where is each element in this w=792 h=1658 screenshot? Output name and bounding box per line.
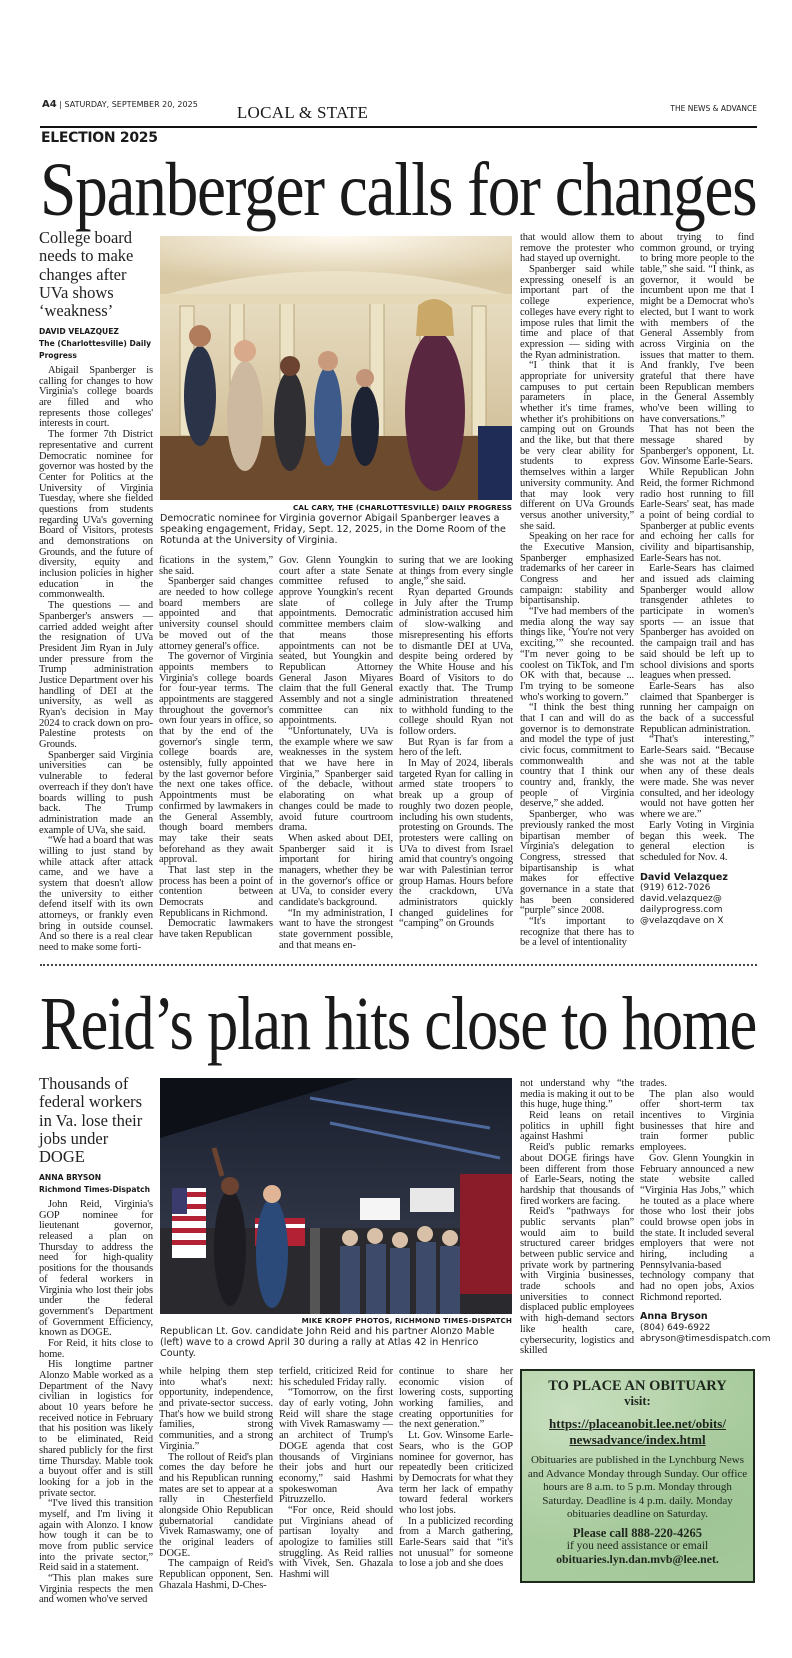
page-number: A4 <box>42 99 57 110</box>
article-column <box>39 1200 153 1606</box>
folio-separator: | <box>59 100 65 109</box>
article-paragraph: about trying to find common ground, or trying to bring more people to the table,” she said. “I think, as governor, it would be incumbent upon me that I might be a Democrat who's elected, but I want to work with members of the General Assembly from across Virginia on the issues that matter to them. And frankly, I've been grateful that there have been Republican members in the General Assembly who've been willing to have conversations.” <box>640 232 754 425</box>
article-paragraph: Lt. Gov. Winsome Earle-Sears, who is the GOP nominee for governor, has repeatedly been criticized by Democrats for what they term her lack of empathy toward federal workers who lost jobs. <box>399 1430 513 1516</box>
article-paragraph: “I think the best thing that I can and will do as governor is to demonstrate and model the type of just civic focus, commitment to commonwealth and country that I think our country and, frankly, the people of Virginia deserve,” she added. <box>520 702 634 810</box>
article-photo[interactable] <box>160 1078 512 1314</box>
signature-name: David Velazquez <box>640 871 728 883</box>
obituary-ad-body: Obituaries are published in the Lynchburg News and Advance Monday through Sunday. Our office hours are 8 a.m. to 5 p.m. Monday through Saturday. Deadline is 4 p.m. daily. Monday obituaries deadline on Saturday. <box>527 1454 748 1521</box>
section-kicker: ELECTION 2025 <box>41 130 158 146</box>
article-headline[interactable]: Spanberger calls for changes <box>40 148 757 232</box>
article-column <box>520 1079 634 1357</box>
article-paragraph: that would allow them to remove the protester who had stayed up overnight. <box>520 232 634 265</box>
signature-name: Anna Bryson <box>640 1311 708 1323</box>
article-paragraph: The governor of Virginia appoints members to Virginia's college boards for four-year terms. The appointments are staggered throughout the governor's own four years in office, so that by the end of the governor's single term, college boards are, ostensibly, fully appointed by the last governor before the next one takes office. Appointments must be confirmed by lawmakers in the General Assembly, though board members may take their seats beforehand as they await approval. <box>159 651 273 866</box>
article-paragraph: In a publicized recording from a March gathering, Earle-Sears said that “it's not unusual” for someone to lose a job and she does <box>399 1515 513 1570</box>
section-name: LOCAL & STATE <box>236 103 369 122</box>
article-paragraph: The questions — and Spanberger's answers — carried added weight after the resignation of UVa President Jim Ryan in July under pressure from the Trump administration Justice Department over his handling of DEI at the university, as well as Ryan's decision in May 2024 to crack down on pro-Palestine protests on Grounds. <box>39 600 153 751</box>
article-paragraph: Gov. Glenn Youngkin to court after a state Senate committee refused to approve Youngkin's recent slate of college appointments. Democratic committee members claim that means those appointments can not be seated, but Youngkin and Republican Attorney General Jason Miyares claim that the full General Assembly and not a single committee can nix appointments. <box>279 555 393 727</box>
author-signature <box>640 1311 770 1345</box>
article-paragraph: continue to share her economic vision of lowering costs, supporting working families, and creating opportunities for the next generation.” <box>399 1366 513 1431</box>
article-dek: Thousands of federal workers in Va. lose their jobs under DOGE <box>39 1074 143 1167</box>
photo-credit: MIKE KROPF PHOTOS, RICHMOND TIMES-DISPATCH <box>301 1316 512 1325</box>
photo-credit: CAL CARY, THE (CHARLOTTESVILLE) DAILY PROGRESS <box>293 503 512 512</box>
obituary-ad-email[interactable]: obituaries.lyn.dan.mvb@lee.net. <box>556 1551 719 1566</box>
article-paragraph: Speaking on her race for the Executive Mansion, Spanberger emphasized trademarks of her career in Congress and her campaign: stability and bipartisanship. <box>520 531 634 607</box>
article-dek: College board needs to make changes after UVa shows ‘weakness’ <box>39 228 134 321</box>
article-paragraph: Gov. Glenn Youngkin in February announced a new state website called “Virginia Has Jobs,” which he touted as a place where those who lost their jobs could browse open jobs in the state. It included several employers that were not hiring, including a Pennsylvania-based technology company that had no open jobs, Axios Richmond reported. <box>640 1152 754 1303</box>
photo-caption: Democratic nominee for Virginia governor Abigail Spanberger leaves a speaking engagement, Friday, Sept. 12, 2025, in the Dome Room of the Rotunda at the University of Virginia. <box>160 513 506 546</box>
article-paragraph: Spanberger said while expressing oneself is an important part of the college experience, colleges have every right to impose rules that limit the time and place of that expression — siding with the Ryan administration. <box>520 264 634 361</box>
signature-phone: (804) 649-6922 <box>640 1322 711 1333</box>
article-paragraph: suring that we are looking at things from every single angle,” she said. <box>399 555 513 588</box>
article-paragraph: “In my administration, I want to have the strongest state government possible, and that means en- <box>279 907 393 951</box>
article-paragraph: While Republican John Reid, the former Richmond radio host running to fill Earle-Sears' seat, has made a point of being cordial to Spanberger at public events and echoing her calls for civility and bipartisanship, Earle-Sears has not. <box>640 467 754 564</box>
article-column <box>640 1079 754 1303</box>
article-paragraph: “Tomorrow, on the first day of early voting, John Reid will share the stage with Vivek Ramaswamy — an architect of Trump's DOGE agenda that cost thousands of Virginians their jobs and hurt our economy,” said Hashmi spokeswoman Ava Pitruzzello. <box>279 1387 393 1506</box>
article-paragraph: Reid's “pathways for public servants plan” would aim to build structured career bridges between public service and private work by partnering with Virginia businesses, trade schools and universities to connect displaced public employees with high-demand sectors like health care, cybersecurity, logistics and skilled <box>520 1206 634 1357</box>
article-paragraph: “It's important to recognize that there has to be a level of intentionality <box>520 916 634 949</box>
article-paragraph: fications in the system,” she said. <box>159 555 273 577</box>
signature-email[interactable]: david.velazquez@ <box>640 893 722 904</box>
byline-organization: Richmond Times-Dispatch <box>39 1185 151 1194</box>
article-paragraph: while helping them step into what's next: opportunity, independence, and private-sector success. That's how we build strong families, strong communities, and a strong Virginia.” <box>159 1366 273 1452</box>
article-paragraph: The rollout of Reid's plan comes the day before he and his Republican running mates are set to appear at a rally in Chesterfield alongside Ohio Republican gubernatorial candidate Vivek Ramaswamy, one of the original leaders of DOGE. <box>159 1451 273 1559</box>
article-paragraph: When asked about DEI, Spanberger said it is important for hiring managers, whether they be in the governor's office or at UVa, to consider every candidate's background. <box>279 832 393 908</box>
article-paragraph: “Unfortunately, UVa is the example where we saw weaknesses in the system that we have here in Virginia,” Spanberger said of the debacle, without elaborating on what changes could be made to avoid future courtroom drama. <box>279 726 393 834</box>
article-headline[interactable]: Reid’s plan hits close to home <box>40 982 757 1066</box>
article-paragraph: But Ryan is far from a hero of the left. <box>399 736 513 759</box>
article-paragraph: Earle-Sears has also claimed that Spanberger is running her campaign on the back of a successful Republican administration. <box>640 680 754 735</box>
obituary-ad-phone: Please call 888-220-4265 <box>572 1525 703 1540</box>
article-paragraph: Ryan departed Grounds in July after the Trump administration accused him of slow-walking and misrepresenting his efforts to dismantle DEI at UVa, despite being ordered by the White House and his Board of Visitors to do exactly that. The Trump administration threatened to withhold funding to the college should Ryan not follow orders. <box>399 587 513 737</box>
obituary-url-line-2[interactable]: newsadvance/index.html <box>569 1432 706 1447</box>
article-column <box>399 1367 513 1570</box>
article-paragraph: Spanberger said Virginia universities can be vulnerable to federal overreach if they don't have boards willing to push back. The Trump administration made an example of UVa, she said. <box>39 749 153 836</box>
article-paragraph: “That's interesting,” Earle-Sears said. “Because she was not at the table when any of these deals were made. She was never consulted, and her ideology would not have gotten her where we are.” <box>640 734 754 821</box>
article-paragraph: In May of 2024, liberals targeted Ryan for calling in armed state troopers to break up a group of roughly two dozen people, including his own students, protesting on Grounds. The protesters were calling on UVa to divest from Israel amid that country's ongoing war with Palestinian terror group Hamas. Hours before the crackdown, UVa administrators quickly changed guidelines for “camping” on Grounds <box>399 758 513 930</box>
article-paragraph: His longtime partner Alonzo Mable worked as a Department of the Navy civilian in logistics for about 10 years before he received notice in February that his position was likely to be eliminated, Reid shared publicly for the first time Thursday. Mable took a buyout offer and is still looking for a job in the private sector. <box>39 1359 153 1499</box>
signature-email[interactable]: abryson@timesdispatch.com <box>640 1333 771 1344</box>
article-column <box>279 1367 393 1581</box>
article-paragraph: Earle-Sears has claimed and issued ads claiming Spanberger would allow transgender athletes to participate in women's sports — an issue that Spanberger has avoided on the campaign trail and has said should be left up to school divisions and sports leagues when pressed. <box>640 563 754 682</box>
article-paragraph: That has not been the message shared by Spanberger's opponent, Lt. Gov. Winsome Earle-Sears. <box>640 424 754 468</box>
signature-email-domain[interactable]: dailyprogress.com <box>640 905 723 916</box>
article-paragraph: Spanberger, who was previously ranked the most bipartisan member of Virginia's delegation to Congress, stressed that bipartisanship is what makes for effective governance in a state that has been considered “purple” since 2008. <box>520 809 634 917</box>
rally-photo-image <box>160 1078 512 1314</box>
article-paragraph: “For once, Reid should put Virginians ahead of partisan loyalty and apologize to families still struggling. As Reid rallies with Vivek, Sen. Ghazala Hashmi will <box>279 1504 393 1581</box>
obituary-url-link[interactable] <box>522 1416 753 1448</box>
article-paragraph: Spanberger said changes are needed to how college board members are appointed and that university counsel should be moved out of the attorney general's office. <box>159 576 273 652</box>
article-paragraph: That last step in the process has been a point of contention between Democrats and Republicans in Richmond. <box>159 864 273 919</box>
byline-name: DAVID VELAZQUEZ <box>39 327 119 336</box>
article-paragraph: Early Voting in Virginia began this week. The general election is scheduled for Nov. 4. <box>640 819 754 863</box>
obituary-ad-help: if you need assistance or email <box>566 1539 709 1552</box>
article-2-region <box>0 20 792 1658</box>
obituary-url-line-1[interactable]: https://placeanobit.lee.net/obits/ <box>549 1416 726 1431</box>
obituary-ad-visit: visit: <box>624 1394 651 1408</box>
article-paragraph: The plan also would offer short-term tax incentives to Virginia businesses that hire and train former public employees. <box>640 1088 754 1154</box>
article-paragraph: For Reid, it hits close to home. <box>39 1337 153 1360</box>
article-column-with-signature <box>640 1078 771 1345</box>
article-paragraph: “We had a board that was willing to just stand by while attack after attack came, and we have a system that doesn't allow the university to either defend itself with its own attorneys, or frankly even bring in outside counsel. And so there is a real clear need to make some forti- <box>39 835 153 954</box>
signature-social[interactable]: @velazqdave on X <box>640 916 724 927</box>
article-divider <box>40 964 757 966</box>
paper-name: THE NEWS & ADVANCE <box>670 104 757 113</box>
article-paragraph: trades. <box>640 1078 667 1089</box>
signature-phone: (919) 612-7026 <box>640 882 711 893</box>
article-paragraph: Abigail Spanberger is calling for changes to how Virginia's college boards are filled and who represents those colleges' interests in court. <box>39 365 153 430</box>
page-date: SATURDAY, SEPTEMBER 20, 2025 <box>64 100 198 109</box>
byline-name: ANNA BRYSON <box>39 1173 102 1182</box>
article-paragraph: terfield, criticized Reid for his scheduled Friday rally. <box>279 1366 393 1388</box>
article-paragraph: Reid leans on retail politics in uphill fight against Hashmi <box>520 1110 634 1143</box>
article-paragraph: “I've had members of the media along the way say things like, ‘You're not very exciting,’” she recounted. “I'm never going to be coolest on TikTok, and I'm OK with that, because ... I'm trying to be someone who's working to govern.” <box>520 606 634 703</box>
article-paragraph: not understand why “the media is making it out to be this huge, huge thing.” <box>520 1078 634 1111</box>
photo-caption: Republican Lt. Gov. candidate John Reid and his partner Alonzo Mable (left) wave to a crowd April 30 during a rally at Atlas 42 in Henrico County. <box>160 1326 495 1359</box>
article-column <box>159 1367 273 1591</box>
byline-organization: The (Charlottesville) Daily Progress <box>39 339 152 360</box>
article-paragraph: “This plan makes sure Virginia respects the men and women who've served <box>39 1573 153 1606</box>
article-paragraph: The campaign of Reid's Republican opponent, Sen. Ghazala Hashmi, D-Ches- <box>159 1558 273 1591</box>
article-paragraph: Democratic lawmakers have taken Republican <box>159 918 273 941</box>
article-paragraph: “I think that it is appropriate for university campuses to put certain parameters in place, whether it's time frames, whether it's prohibitions on camping out on Grounds and the like, but that there be very clear ability for students to express themselves within a larger university community. And that may look very different on UVa Grounds versus another university,” she said. <box>520 360 634 532</box>
obituary-ad-title: TO PLACE AN OBITUARY <box>548 1378 727 1394</box>
article-byline <box>39 1172 157 1196</box>
obituary-ad <box>520 1369 755 1583</box>
article-paragraph: “I've lived this transition myself, and I'm living it again with Alonzo. I know how tough it can be to move from public service into the private sector,” Reid said in a statement. <box>39 1498 153 1574</box>
article-paragraph: Reid's public remarks about DOGE firings have been different from those of Earle-Sears, noting the hardship that thousands of fired workers are facing. <box>520 1142 634 1207</box>
article-paragraph: John Reid, Virginia's GOP nominee for lieutenant governor, released a plan on Thursday to address the need for high-quality positions for the thousands of federal workers in Virginia who lost their jobs under the federal government's Department of Government Efficiency, known as DOGE. <box>39 1199 153 1339</box>
article-paragraph: The former 7th District representative and current Democratic nominee for governor was hosted by the Center for Politics at the University of Virginia Tuesday, where she fielded questions from students regarding UVa's governing Board of Visitors, protests and demonstrations on Grounds, and the future of diversity, equity and inclusion policies in higher education in the commonwealth. <box>39 429 153 601</box>
